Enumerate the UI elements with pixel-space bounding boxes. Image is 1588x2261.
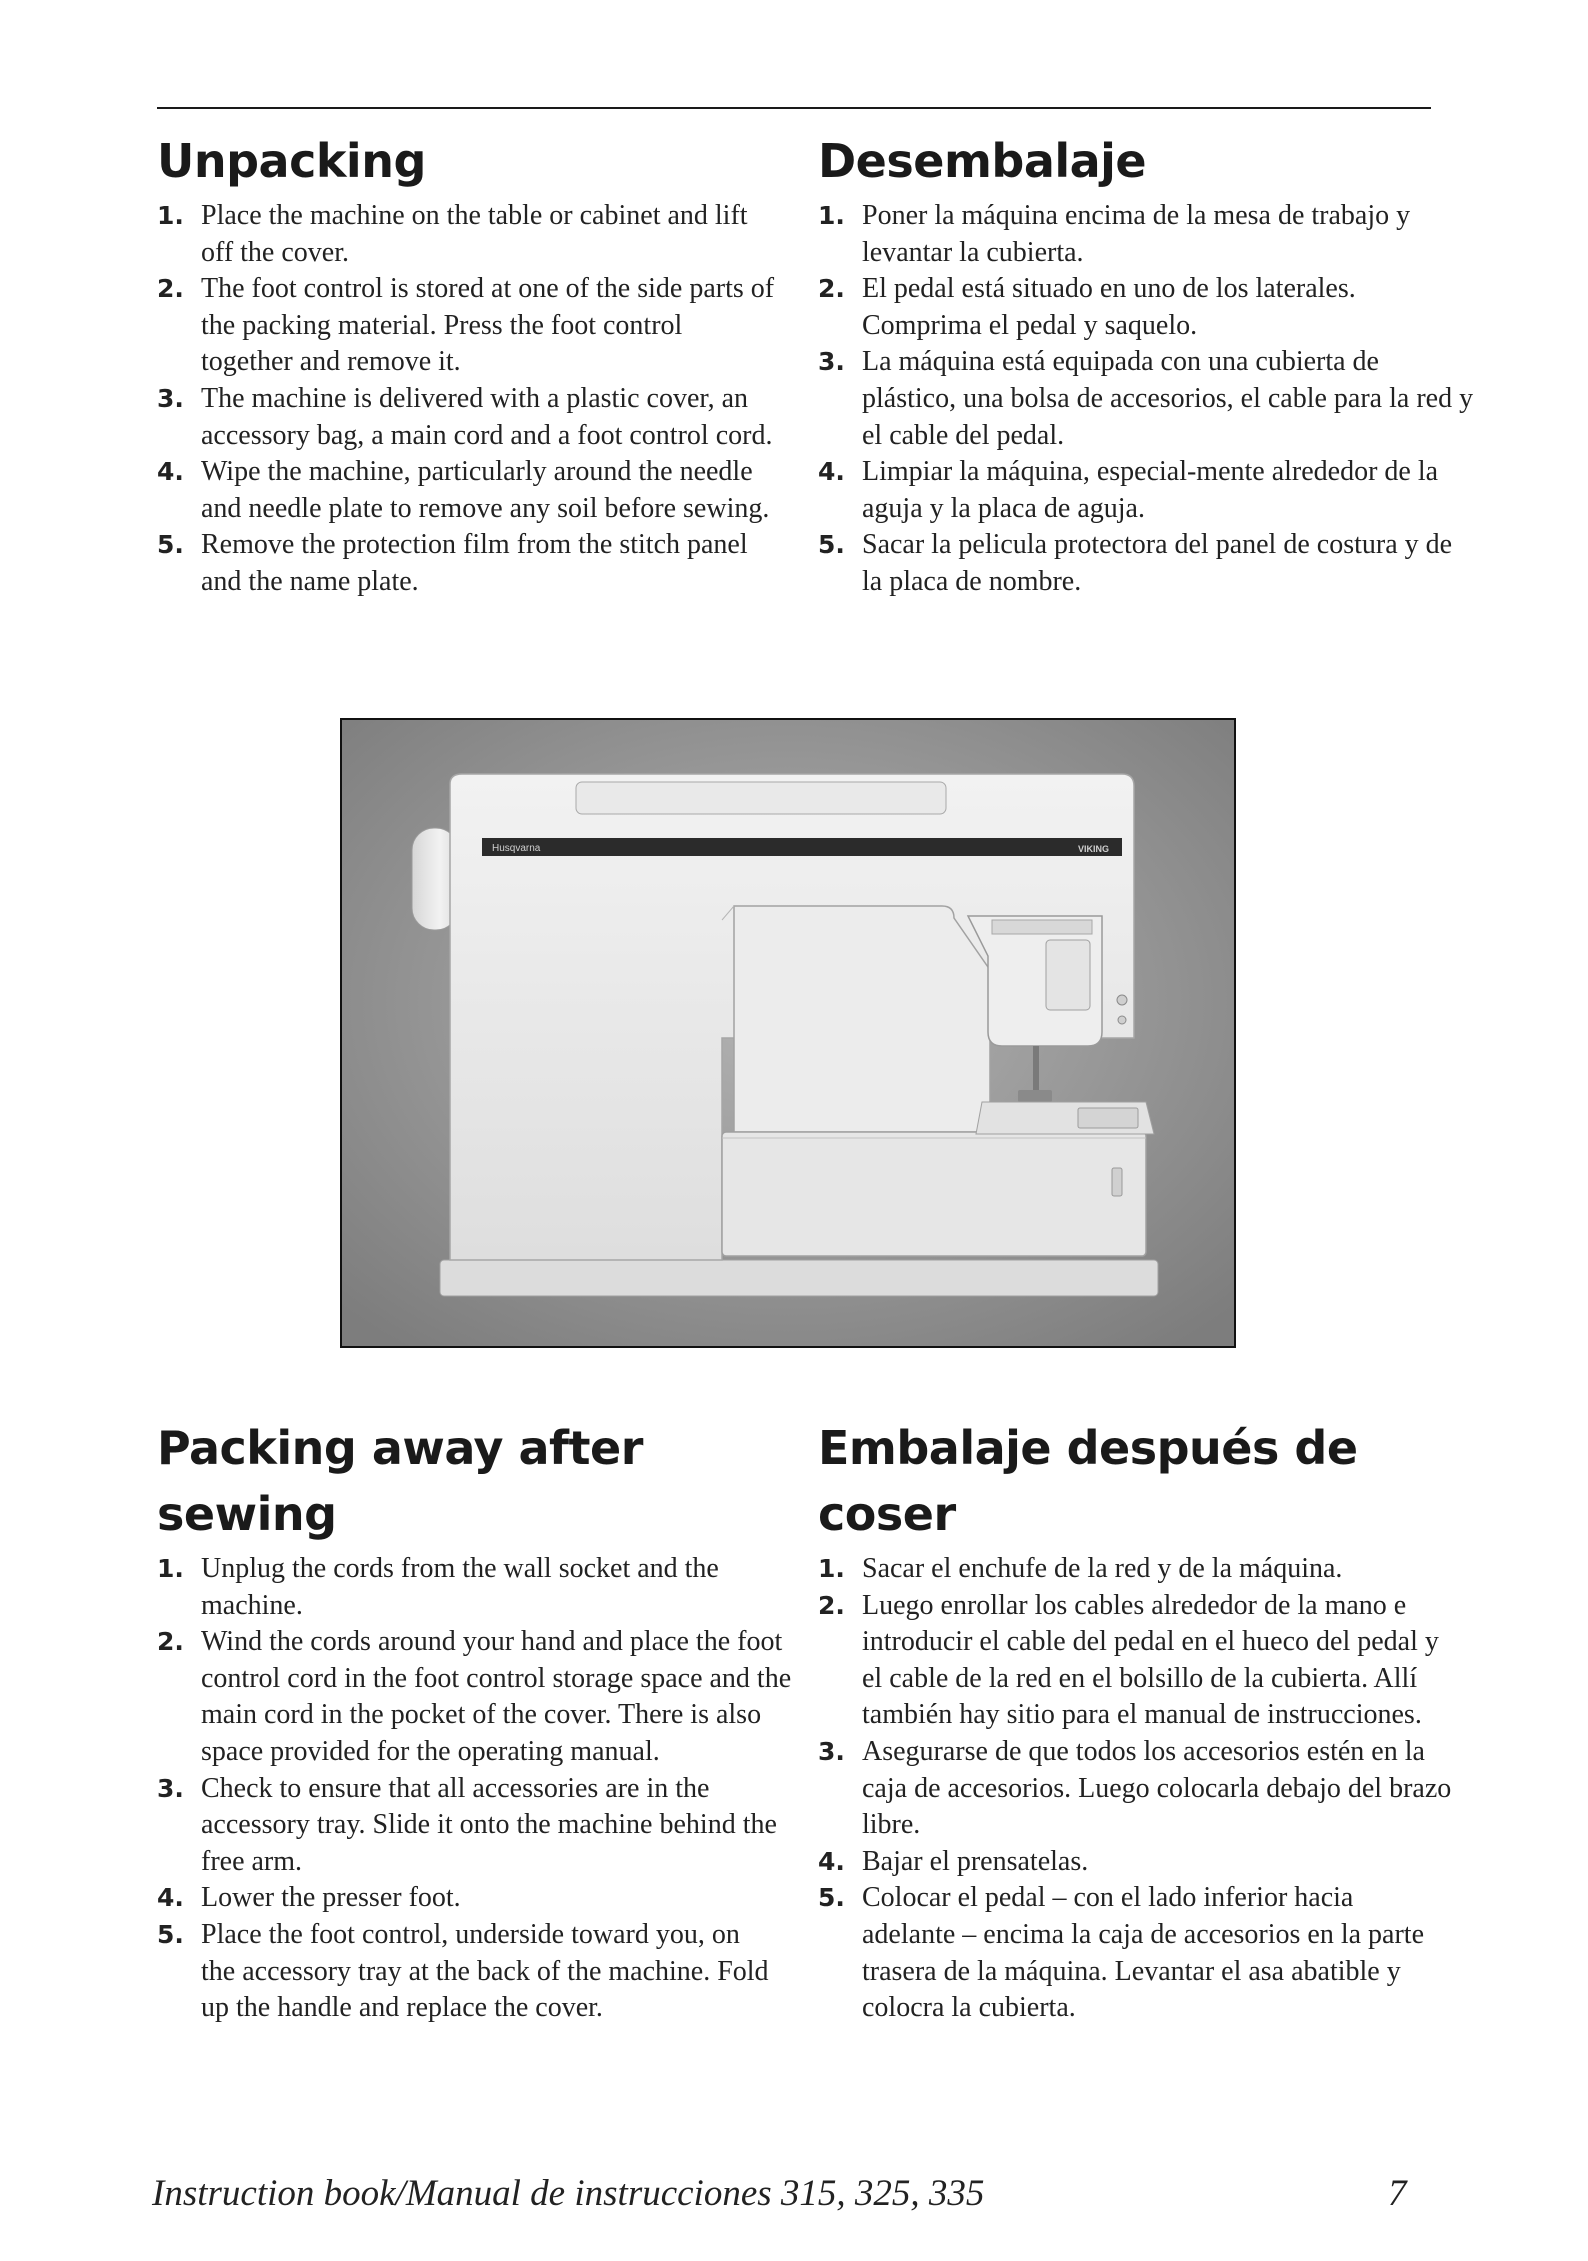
sewing-machine-illustration	[342, 720, 1234, 1346]
list-item	[157, 1624, 796, 1770]
item-text: Limpiar la máquina, especial-mente alrededor de la aguja y la placa de aguja.	[862, 456, 1439, 524]
item-number: 2.	[157, 274, 184, 304]
list-item	[818, 1551, 1424, 1588]
embalaje-list	[818, 1551, 1452, 2027]
item-number: 1.	[818, 201, 845, 230]
page-number: 7	[1388, 2173, 1407, 2214]
item-number: 5.	[818, 1883, 845, 1913]
item-text: Place the foot control, underside toward you, on the accessory tray at the back of the machine. Fold up the handle and replace the cover.	[201, 1918, 769, 2024]
list-item	[157, 454, 786, 527]
item-text: Poner la máquina encima de la mesa de trabajo y levantar la cubierta.	[862, 200, 1411, 268]
embalaje-heading: Embalaje después de coser	[818, 1421, 1358, 1541]
item-text: Check to ensure that all accessories are in the accessory tray. Slide it onto the machine behind the free arm.	[201, 1772, 777, 1877]
list-item	[818, 344, 1474, 454]
list-item	[157, 527, 786, 600]
list-item	[157, 1880, 786, 1917]
list-item	[818, 271, 1474, 344]
item-text: Colocar el pedal – con el lado inferior hacia adelante – encima la caja de accesorios en la parte trasera de la máquina. Levantar el asa abatible y colocra la cubierta.	[862, 1882, 1425, 2024]
item-text: El pedal está situado en uno de los laterales. Comprima el pedal y saquelo.	[862, 273, 1356, 341]
list-item	[157, 198, 786, 271]
unpacking-heading: Unpacking	[157, 134, 426, 188]
item-text: Bajar el prensatelas.	[862, 1845, 1089, 1877]
desembalaje-heading: Desembalaje	[818, 134, 1147, 188]
list-item	[157, 271, 776, 381]
item-text: Wind the cords around your hand and place the foot control cord in the foot control storage space and the main cord in the pocket of the cover. There is also space provided for the operating manual.	[201, 1626, 792, 1767]
packing-heading: Packing away after sewing	[157, 1421, 643, 1541]
list-item	[157, 381, 776, 454]
unpacking-section	[157, 128, 777, 601]
item-number: 1.	[157, 1554, 184, 1583]
item-number: 3.	[157, 383, 184, 413]
item-text: The machine is delivered with a plastic cover, an accessory bag, a main cord and a foot control cord.	[201, 382, 773, 451]
item-text: Wipe the machine, particularly around the needle and needle plate to remove any soil before sewing.	[201, 456, 770, 524]
footer-book-title: Instruction book/Manual de instrucciones 315, 325, 335	[152, 2173, 985, 2214]
list-item	[818, 527, 1462, 600]
item-text: Asegurarse de que todos los accesorios estén en la caja de accesorios. Luego colocarla debajo del brazo libre.	[862, 1735, 1452, 1841]
item-text: La máquina está equipada con una cubierta de plástico, una bolsa de accesorios, el cable para la red y el cable del pedal.	[862, 346, 1474, 451]
desembalaje-list	[818, 198, 1474, 601]
item-number: 4.	[818, 457, 845, 487]
embalaje-section	[818, 1415, 1452, 2027]
item-number: 5.	[157, 530, 184, 560]
list-item	[818, 454, 1474, 527]
list-item	[157, 1551, 771, 1624]
list-item	[818, 1734, 1472, 1844]
item-number: 2.	[818, 274, 845, 304]
item-number: 4.	[157, 1883, 184, 1913]
item-text: Unplug the cords from the wall socket and the machine.	[201, 1553, 719, 1621]
item-number: 4.	[157, 457, 184, 487]
unpacking-list	[157, 198, 777, 601]
item-number: 3.	[818, 1736, 845, 1766]
item-text: Remove the protection film from the stitch panel and the name plate.	[201, 529, 748, 597]
list-item	[157, 1917, 781, 2027]
item-number: 1.	[157, 201, 184, 230]
packing-section	[157, 1415, 792, 2027]
list-item	[818, 1588, 1454, 1734]
sewing-machine-photo	[340, 718, 1236, 1348]
item-number: 2.	[157, 1627, 184, 1657]
item-number: 3.	[157, 1773, 184, 1803]
item-number: 4.	[818, 1846, 845, 1876]
list-item	[818, 198, 1462, 271]
list-item	[157, 1771, 786, 1881]
item-text: Sacar la pelicula protectora del panel de costura y de la placa de nombre.	[862, 529, 1453, 597]
item-text: The foot control is stored at one of the side parts of the packing material. Press the foot control together and remove it.	[201, 273, 775, 378]
item-number: 5.	[157, 1919, 184, 1949]
item-number: 1.	[818, 1554, 845, 1583]
item-number: 3.	[818, 347, 845, 377]
item-text: Luego enrollar los cables alrededor de la mano e introducir el cable del pedal en el hueco del pedal y el cable de la red en el bolsillo de la cubierta. Allí también hay sitio para el manual de instrucciones.	[862, 1589, 1439, 1731]
item-number: 5.	[818, 530, 845, 560]
list-item	[818, 1844, 1454, 1881]
item-text: Lower the presser foot.	[201, 1882, 461, 1914]
item-number: 2.	[818, 1590, 845, 1620]
husqvarna-logo: Husqvarna	[492, 843, 541, 854]
top-rule	[157, 107, 1431, 109]
desembalaje-section	[818, 128, 1474, 601]
list-item	[818, 1880, 1424, 2026]
packing-list	[157, 1551, 792, 2027]
item-text: Place the machine on the table or cabinet and lift off the cover.	[201, 200, 748, 268]
item-text: Sacar el enchufe de la red y de la máquina.	[862, 1553, 1343, 1584]
viking-logo: VIKING	[1078, 844, 1110, 854]
